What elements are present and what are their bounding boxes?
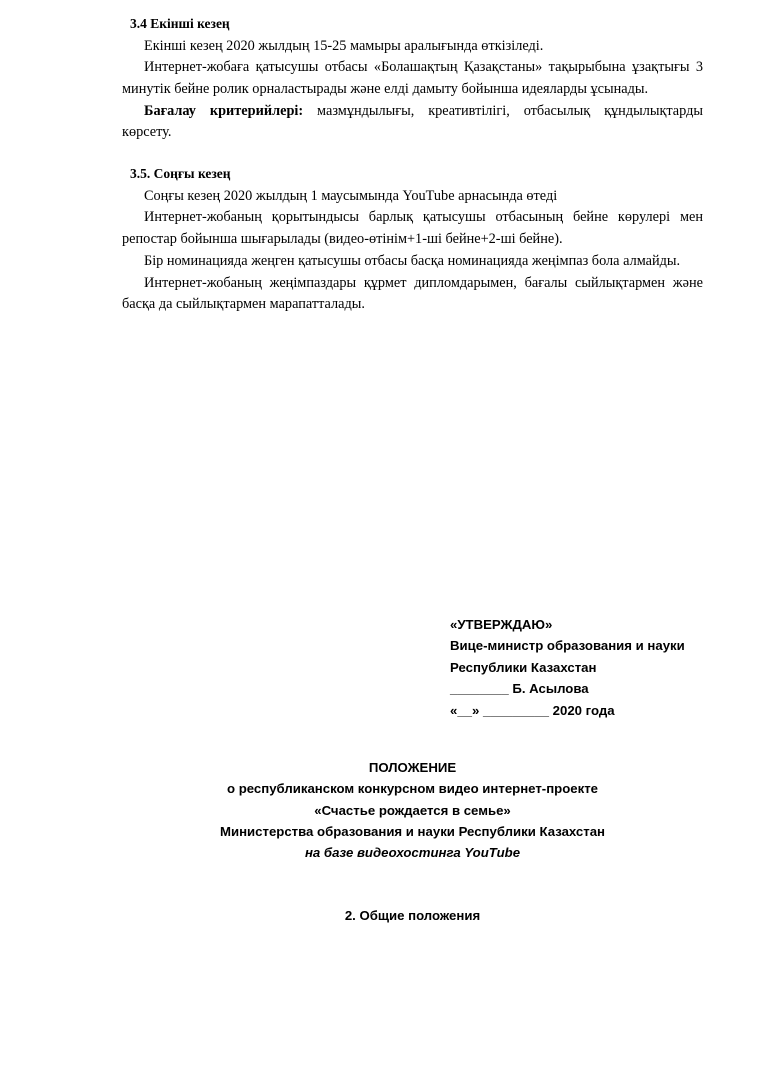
paragraph-3-5-4: Интернет-жобаның жеңімпаздары құрмет дипломдарымен, бағалы сыйлықтармен және басқа да сыйлықтармен марапатталады.	[122, 274, 703, 313]
paragraph-3-4-3	[122, 101, 703, 144]
document-subtitle-1: о республиканском конкурсном видео интернет-проекте	[226, 781, 599, 797]
criteria-label: Бағалау критерийлері:	[144, 102, 304, 119]
section-heading-3-5: 3.5. Соңғы кезең	[130, 166, 231, 182]
title-block	[122, 757, 703, 864]
approval-block	[450, 614, 703, 721]
document-title: ПОЛОЖЕНИЕ	[368, 759, 457, 775]
paragraph-3-4-2: Интернет-жобаға қатысушы отбасы «Болашақтың Қазақстаны» тақырыбына ұзақтығы 3 минутік бейне ролик орналастырады және елді дамыту бойынша идеяларды ұсынады.	[122, 59, 703, 97]
document-project-name: «Счастье рождается в семье»	[314, 802, 511, 818]
next-section-title: 2. Общие положения	[344, 907, 481, 923]
approval-line-3: Республики Казахстан	[450, 659, 597, 675]
page-spacer	[122, 316, 703, 614]
paragraph-3-5-2: Интернет-жобаның қорытындысы барлық қатысушы отбасының бейне көрулері мен репостар бойынша шығарылады (видео-өтінім+1-ші бейне+2-ші бейне).	[122, 209, 703, 248]
section-heading-3-4: 3.4 Екінші кезең	[130, 16, 230, 31]
document-platform-note: на базе видеохостинга YouTube	[304, 845, 521, 861]
document-body	[122, 14, 703, 923]
paragraph-3-5-3: Бір номинацияда жеңген қатысушы отбасы басқа номинацияда жеңімпаз бола алмайды.	[144, 252, 681, 269]
paragraph-3-5-1: Соңғы кезең 2020 жылдың 1 маусымында YouTube арнасында өтеді	[144, 187, 558, 204]
approval-line-2: Вице-министр образования и науки	[450, 638, 685, 654]
approval-line-1: «УТВЕРЖДАЮ»	[450, 617, 553, 633]
criteria-text: мазмұндылығы, креативтілігі, отбасылық құндылықтарды көрсету.	[122, 102, 703, 141]
document-ministry: Министерства образования и науки Республики Казахстан	[219, 824, 606, 840]
paragraph-3-4-1: Екінші кезең 2020 жылдың 15-25 мамыры аралығында өткізіледі.	[144, 37, 544, 54]
approval-date-line: «__» _________ 2020 года	[450, 702, 615, 718]
approval-signature-line: ________ Б. Асылова	[450, 681, 589, 697]
